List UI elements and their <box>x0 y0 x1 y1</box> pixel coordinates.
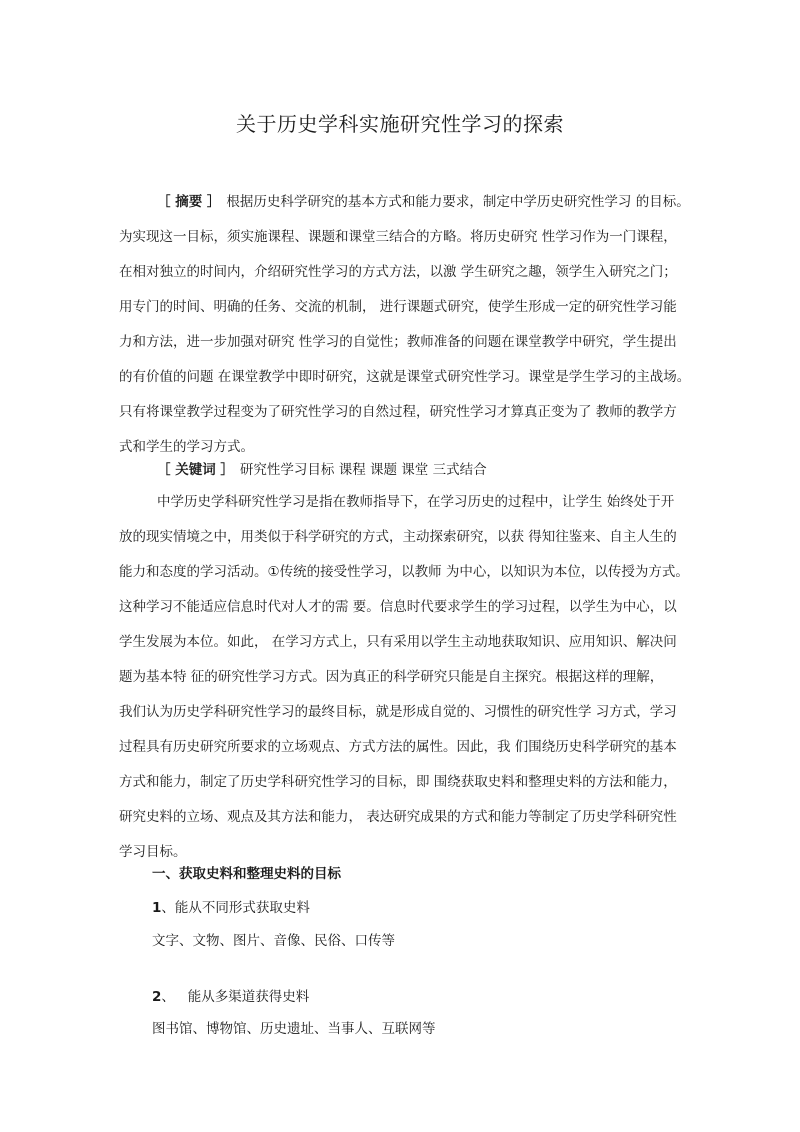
keywords-line <box>119 453 691 488</box>
section-item-2 <box>152 985 309 1009</box>
intro-line: 题为基本特 征的研究性学习方式。因为真正的科学研究只能是自主探究。根据这样的理解， <box>119 669 664 685</box>
section-item-1 <box>152 896 310 920</box>
keywords-text: 研究性学习目标 课程 课题 课堂 三式结合 <box>239 462 487 478</box>
abstract-line: 力和方法，进一步加强对研究 性学习的自觉性；教师准备的问题在课堂教学中研究，学生提出 <box>119 334 677 350</box>
abstract-line <box>119 185 691 220</box>
intro-line: 放的现实情境之中，用类似于科学研究的方式，主动探索研究，以获 得知往鉴来、自主人生的 <box>119 529 677 545</box>
abstract-line: 为实现这一目标，须实施课程、课题和课堂三结合的方略。将历史研究 性学习作为一门课程， <box>119 229 677 245</box>
item-text: 、 能从多渠道获得史料 <box>161 989 310 1005</box>
keywords-paragraph <box>119 453 691 488</box>
item-text: 、能从不同形式获取史料 <box>161 900 310 916</box>
intro-line: 中学历史学科研究性学习是指在教师指导下，在学习历史的过程中，让学生 始终处于开 <box>157 494 675 510</box>
item-number: 2 <box>152 989 162 1005</box>
abstract-line: 式和学生的学习方式。 <box>119 439 254 455</box>
abstract-label: ［ 摘要 ］ <box>157 194 221 210</box>
intro-line: 研究史料的立场、观点及其方法和能力， 表达研究成果的方式和能力等制定了历史学科研究性 <box>119 809 677 825</box>
intro-line: 这种学习不能适应信息时代对人才的需 要。信息时代要求学生的学习过程，以学生为中心，以 <box>119 599 677 615</box>
keywords-label: ［ 关键词 ］ <box>157 462 234 478</box>
intro-line: 能力和态度的学习活动。①传统的接受性学习，以教师 为中心，以知识为本位，以传授为方式。 <box>119 564 689 580</box>
document-title: 关于历史学科实施研究性学习的探索 <box>236 112 564 136</box>
abstract-line: 只有将课堂教学过程变为了研究性学习的自然过程，研究性学习才算真正变为了 教师的教学方 <box>119 404 677 420</box>
intro-paragraph <box>119 485 691 870</box>
intro-line: 我们认为历史学科研究性学习的最终目标，就是形成自觉的、习惯性的研究性学 习方式，学习 <box>119 704 677 720</box>
abstract-line: 用专门的时间、明确的任务、交流的机制， 进行课题式研究，使学生形成一定的研究性学习能 <box>119 299 677 315</box>
intro-line: 学生发展为本位。如此， 在学习方式上，只有采用以学生主动地获取知识、应用知识、解决问 <box>119 634 677 650</box>
item-number: 1 <box>152 900 162 916</box>
abstract-line: 在相对独立的时间内，介绍研究性学习的方式方法，以激 学生研究之趣，领学生入研究之门； <box>119 264 677 280</box>
abstract-text: 根据历史科学研究的基本方式和能力要求，制定中学历史研究性学习 的目标。 <box>226 194 690 210</box>
intro-line: 方式和能力，制定了历史学科研究性学习的目标，即 围绕获取史料和整理史料的方法和能力， <box>119 774 677 790</box>
section-heading: 一、获取史料和整理史料的目标 <box>152 866 341 882</box>
intro-line: 学习目标。 <box>119 844 187 860</box>
section-item-1-detail: 文字、文物、图片、音像、民俗、口传等 <box>152 933 395 949</box>
intro-line: 过程具有历史研究所要求的立场观点、方式方法的属性。因此，我 们围绕历史科学研究的基本 <box>119 739 677 755</box>
abstract-line: 的有价值的问题 在课堂教学中即时研究，这就是课堂式研究性学习。课堂是学生学习的主战场。 <box>119 369 691 385</box>
abstract-paragraph <box>119 185 691 465</box>
section-item-2-detail: 图书馆、博物馆、历史遗址、当事人、互联网等 <box>152 1021 436 1037</box>
